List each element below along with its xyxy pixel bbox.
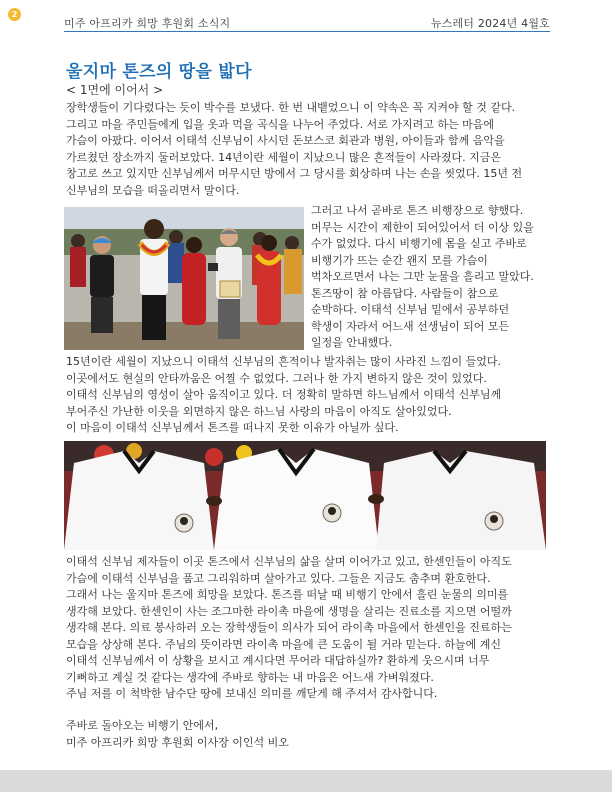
text-line: 이 마음이 이태석 신부님께서 톤즈를 떠나지 못한 이유가 아닐까 싶다.: [66, 421, 399, 434]
text-line: 가슴이 아팠다. 이어서 이태석 신부님이 사시던 돈보스코 회관과 병원, 아이들과 함께 음악을: [66, 134, 505, 147]
newsletter-org-name: 미주 아프리카 희망 후원회 소식지: [64, 17, 231, 30]
text-line: 일정을 안내했다.: [311, 336, 393, 349]
text-line: 생각해 본다. 의료 봉사하러 오는 장학생들이 의사가 되어 라이촉 마을에서 한센인을 진료하는: [66, 621, 512, 634]
text-line: 부어주신 가난한 이웃을 외면하지 않은 하느님 사랑의 마음이 아직도 살아있었다.: [66, 404, 452, 418]
paragraph-1: [66, 100, 552, 199]
text-line: 학생이 자라서 어느새 선생님이 되어 모든: [311, 319, 510, 333]
paragraph-3: [66, 554, 556, 703]
tshirts-photo-illustration: [64, 441, 546, 550]
header-divider: [64, 31, 550, 32]
page-marker: 2: [8, 8, 21, 21]
paragraph-2: [66, 354, 556, 437]
text-line: 창고로 쓰고 있지만 신부님께서 머무시던 방에서 그 당시를 회상하며 나는 손을 씻었다. 15년 전: [66, 167, 523, 180]
text-line: 신부님의 모습을 떠올리면서 말이다.: [66, 183, 240, 197]
text-line: 머무는 시간이 제한이 되어있어서 더 이상 있을: [311, 220, 534, 234]
text-line: 이태석 신부님 제자들이 이곳 톤즈에서 신부님의 삶을 살며 이어가고 있고, 한센인들이 아직도: [66, 555, 512, 568]
text-line: 주님 저를 이 척박한 남수단 땅에 보내신 의미를 깨닫게 해 주셔서 감사합니다.: [66, 687, 438, 700]
text-line: 이태석 신부님의 영성이 살아 움직이고 있다. 더 정확히 말하면 하느님께서 이태석 신부님께: [66, 388, 502, 401]
signature-block: [66, 718, 546, 751]
text-line: 그래서 나는 울지마 톤즈에 희망을 보았다. 톤즈를 떠날 때 비행기 안에서 흘린 눈물의 의미를: [66, 588, 509, 601]
text-line: 가르쳤던 장소까지 둘러보았다. 14년이란 세월이 지났으니 많은 흔적들이 사라졌다. 지금은: [66, 150, 501, 164]
text-line: 기뻐하고 계실 것 같다는 생각에 주바로 향하는 내 마음은 어느새 가벼워졌다.: [66, 670, 434, 684]
group-photo: [64, 207, 304, 350]
text-line: 15년이란 세월이 지났으니 이태석 신부님의 흔적이나 발자취는 많이 사라진 느낌이 들었다.: [66, 355, 501, 368]
text-line: 모습을 상상해 본다. 주님의 뜻이라면 라이촉 마을에 큰 도움이 될 거라 믿는다. 하늘에 계신: [66, 637, 501, 651]
text-line: 그러고 나서 곧바로 톤즈 비행장으로 향했다.: [311, 204, 524, 217]
text-line: 톤즈땅이 참 아름답다. 사람들이 참으로: [311, 286, 499, 300]
continued-note: < 1면에 이어서 >: [66, 83, 164, 97]
author-signature: 미주 아프리카 희망 후원회 이사장 이인석 비오: [66, 735, 289, 749]
text-line: 가슴에 이태석 신부님을 품고 그리워하며 살아가고 있다. 그들은 지금도 춤추며 환호한다.: [66, 571, 491, 585]
text-line: 수가 없었다. 다시 비행기에 몸을 싣고 주바로: [311, 237, 527, 250]
text-line: 이태석 신부님께서 이 상황을 보시고 계시다면 무어라 대답하실까? 환하게 웃으시며 너무: [66, 654, 490, 667]
text-line: 장학생들이 기다렸다는 듯이 박수를 보냈다. 한 번 내뱉었으니 이 약속은 꼭 지켜야 할 것 같다.: [66, 101, 516, 114]
text-line: 주바로 돌아오는 비행기 안에서,: [66, 719, 219, 732]
tshirts-photo: [64, 441, 546, 550]
footer-bar: [0, 770, 612, 792]
text-line: 비행기가 뜨는 순간 왠지 모를 가슴이: [311, 253, 488, 267]
text-line: 생각해 보았다. 한센인이 사는 조그마한 라이촉 마을에 생명을 살리는 진료소를 지으면 어떨까: [66, 604, 512, 618]
newsletter-issue: 뉴스레터 2024년 4월호: [430, 17, 550, 30]
text-line: 이곳에서도 현실의 안타까움은 어찔 수 없었다. 그러나 한 가지 변하지 않은 것이 있었다.: [66, 371, 487, 385]
text-line: 벅차오르면서 나는 그만 눈물을 흘리고 말았다.: [311, 270, 534, 283]
paragraph-right: [311, 203, 554, 352]
text-line: 순박하다. 이태석 신부님 밑에서 공부하던: [311, 303, 510, 316]
article-title: 울지마 톤즈의 땅을 밟다: [66, 62, 252, 82]
group-photo-illustration: [64, 207, 304, 350]
text-line: 그리고 마을 주민들에게 입을 옷과 먹을 곡식을 나누어 주었다. 서로 가지려고 하는 마음에: [66, 117, 494, 131]
